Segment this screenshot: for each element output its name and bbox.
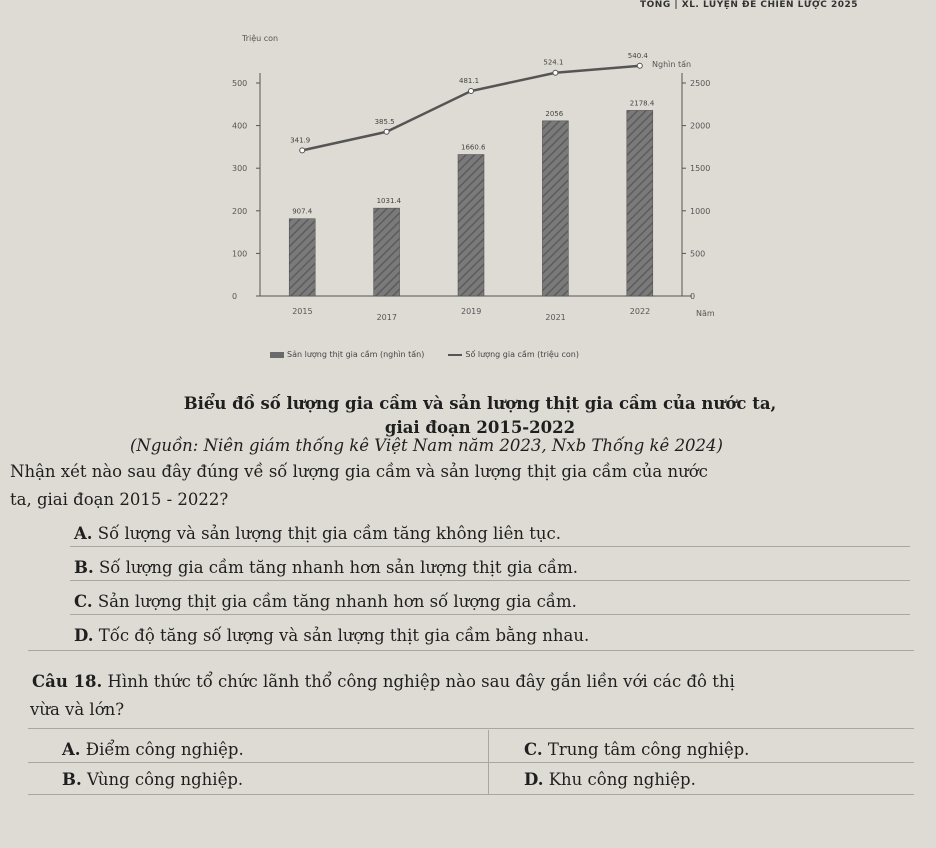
right-tick-label: 0 — [690, 292, 696, 301]
bar-value-label: 907.4 — [292, 207, 313, 216]
left-tick-label: 400 — [232, 121, 248, 131]
poultry-chart — [210, 28, 750, 384]
question18-line1: Câu 18. Hình thức tổ chức lãnh thổ công nghiệp nào sau đây gắn liền với các đô thị — [32, 672, 735, 691]
q18-option-a[interactable]: A. Điểm công nghiệp. — [62, 740, 244, 759]
left-tick-label: 300 — [232, 164, 248, 174]
bar — [458, 155, 484, 296]
column-divider — [488, 730, 489, 794]
right-tick-label: 2500 — [690, 79, 711, 88]
legend-line-swatch — [448, 354, 462, 356]
divider — [28, 728, 914, 729]
left-tick-label: 500 — [232, 79, 248, 88]
q17-option-c[interactable]: C. Sản lượng thịt gia cầm tăng nhanh hơn số lượng gia cầm. — [74, 592, 577, 611]
chart-legend — [270, 350, 579, 359]
chart-caption-title — [150, 392, 810, 440]
chart-svg — [210, 28, 750, 348]
page-header: TỔNG | XL. LUYỆN ĐỀ CHIẾN LƯỢC 2025 — [640, 0, 859, 10]
q17-option-a[interactable]: A. Số lượng và sản lượng thịt gia cầm tăng không liên tục. — [74, 524, 561, 543]
line-value-label: 481.1 — [459, 77, 480, 86]
bar — [374, 208, 400, 296]
right-tick-label: 2000 — [690, 121, 711, 131]
x-tick-label: 2021 — [545, 313, 566, 322]
divider — [28, 650, 914, 651]
line-value-label: 540.4 — [627, 51, 648, 60]
q18-option-b[interactable]: B. Vùng công nghiệp. — [62, 770, 244, 789]
legend-line-label: Số lượng gia cầm (triệu con) — [465, 350, 579, 359]
chart-source: (Nguồn: Niên giám thống kê Việt Nam năm 2023, Nxb Thống kê 2024) — [130, 436, 723, 455]
legend-bar-swatch — [270, 352, 284, 358]
x-tick-label: 2015 — [292, 307, 313, 316]
x-tick-label: 2017 — [376, 313, 397, 322]
line-point — [300, 148, 305, 153]
q18-option-c[interactable]: C. Trung tâm công nghiệp. — [524, 740, 750, 759]
question17-line1: Nhận xét nào sau đây đúng về số lượng gia cầm và sản lượng thịt gia cầm của nước — [10, 462, 708, 481]
divider — [70, 546, 910, 547]
bar-value-label: 1031.4 — [376, 197, 402, 206]
legend-bar-label: Sản lượng thịt gia cầm (nghìn tấn) — [287, 350, 425, 359]
bar — [542, 121, 568, 296]
right-tick-label: 1000 — [690, 206, 711, 216]
divider — [70, 614, 910, 615]
q18-option-d[interactable]: D. Khu công nghiệp. — [524, 770, 696, 789]
right-axis-unit: Nghìn tấn — [652, 60, 692, 69]
left-tick-label: 100 — [232, 249, 248, 259]
bar — [627, 110, 653, 296]
caption-title-line2: giai đoạn 2015-2022 — [384, 418, 576, 437]
x-tick-label: 2022 — [629, 307, 651, 316]
q17-option-d[interactable]: D. Tốc độ tăng số lượng và sản lượng thịt gia cầm bằng nhau. — [74, 626, 590, 645]
right-tick-label: 1500 — [690, 164, 711, 174]
left-axis-unit: Triệu con — [242, 34, 279, 43]
question18-line2: vừa và lớn? — [30, 700, 125, 719]
caption-title-line1: Biểu đồ số lượng gia cầm và sản lượng thịt gia cầm của nước ta, — [183, 394, 777, 413]
left-tick-label: 0 — [232, 292, 238, 301]
bar — [289, 219, 315, 296]
divider — [28, 794, 914, 795]
bar-value-label: 2178.4 — [629, 99, 655, 108]
line-point — [553, 70, 558, 75]
line-point — [384, 129, 389, 134]
bar-value-label: 1660.6 — [461, 143, 486, 152]
line-point — [469, 89, 474, 94]
divider — [28, 762, 914, 763]
x-axis-end-label: Năm — [696, 309, 715, 318]
x-tick-label: 2019 — [461, 307, 482, 316]
line-value-label: 385.5 — [374, 117, 395, 126]
line-value-label: 341.9 — [290, 136, 311, 145]
line-value-label: 524.1 — [543, 58, 564, 67]
line-point — [637, 63, 642, 68]
question17-line2: ta, giai đoạn 2015 - 2022? — [10, 490, 229, 509]
q17-option-b[interactable]: B. Số lượng gia cầm tăng nhanh hơn sản lượng thịt gia cầm. — [74, 558, 578, 577]
left-tick-label: 200 — [232, 206, 248, 216]
divider — [70, 580, 910, 581]
right-tick-label: 500 — [690, 249, 706, 259]
bar-value-label: 2056 — [545, 109, 564, 118]
